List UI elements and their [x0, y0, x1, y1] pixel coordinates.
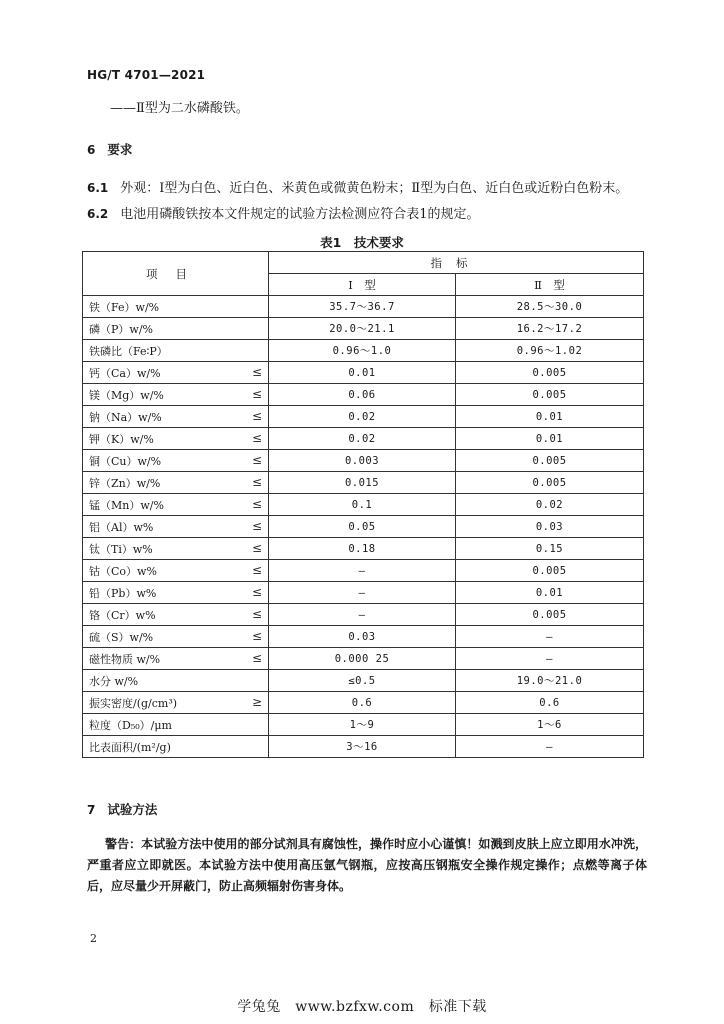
limit-symbol: ≤ [251, 650, 262, 665]
limit-symbol: ≤ [251, 584, 262, 599]
row-item-name [83, 736, 269, 758]
item-label: 铝（Al）w% [89, 520, 154, 534]
table-row [83, 318, 644, 340]
table-row [83, 604, 644, 626]
limit-symbol: ≤ [251, 518, 262, 533]
item-label: 钾（K）w/% [89, 432, 154, 446]
type-2-value: 16.2～17.2 [456, 318, 644, 340]
type-2-value: 0.005 [456, 472, 644, 494]
limit-symbol: ≥ [251, 694, 262, 709]
limit-symbol: ≤ [251, 364, 262, 379]
table-row [83, 406, 644, 428]
item-label: 铁（Fe）w/% [89, 300, 160, 314]
section-6-number: 6 [87, 143, 96, 157]
type-2-value: — [456, 736, 644, 758]
row-item-name [83, 428, 269, 450]
row-item-name [83, 516, 269, 538]
row-item-name [83, 714, 269, 736]
type-1-value: 3～16 [269, 736, 456, 758]
section-6-title: 要求 [107, 142, 133, 157]
type-1-value: 0.96～1.0 [269, 340, 456, 362]
item-label: 铜（Cu）w/% [89, 454, 162, 468]
item-label: 钠（Na）w/% [89, 410, 162, 424]
item-label: 磷（P）w/% [89, 322, 153, 336]
limit-symbol: ≤ [251, 496, 262, 511]
limit-symbol: ≤ [251, 606, 262, 621]
item-label: 水分 w/% [89, 674, 139, 688]
type-2-value: 0.02 [456, 494, 644, 516]
item-label: 振实密度/(g/cm³) [89, 696, 178, 710]
row-item-name [83, 340, 269, 362]
item-label: 钴（Co）w% [89, 564, 157, 578]
row-item-name [83, 648, 269, 670]
type-2-value: 0.005 [456, 604, 644, 626]
item-label: 硫（S）w/% [89, 630, 154, 644]
type-2-value: — [456, 626, 644, 648]
table-row [83, 648, 644, 670]
type-1-value: 0.1 [269, 494, 456, 516]
table-row [83, 736, 644, 758]
table-row [83, 494, 644, 516]
type-1-value: 35.7～36.7 [269, 296, 456, 318]
row-item-name [83, 318, 269, 340]
table-row [83, 428, 644, 450]
safety-warning-text: 警告：本试验方法中使用的部分试剂具有腐蚀性，操作时应小心谨慎！如溅到皮肤上应立即用水冲洗，严重者应立即就医。本试验方法中使用高压氩气钢瓶，应按高压钢瓶安全操作规定操作；点燃等离子体后，应尽量少开屏蔽门，防止高频辐射伤害身体。 [87, 837, 647, 893]
type-1-value: 0.01 [269, 362, 456, 384]
table-row [83, 692, 644, 714]
type-1-value: — [269, 604, 456, 626]
item-label: 锌（Zn）w/% [89, 476, 161, 490]
table-body [83, 296, 644, 758]
row-item-name [83, 692, 269, 714]
item-label: 铬（Cr）w% [89, 608, 156, 622]
type-1-value: 1～9 [269, 714, 456, 736]
type-2-value: 0.01 [456, 406, 644, 428]
table-caption: 表1 技术要求 [320, 235, 404, 250]
limit-symbol: ≤ [251, 408, 262, 423]
type-2-value: 0.03 [456, 516, 644, 538]
type-1-value: 0.06 [269, 384, 456, 406]
limit-symbol: ≤ [251, 452, 262, 467]
row-item-name [83, 582, 269, 604]
type-2-value: 1～6 [456, 714, 644, 736]
type-2-value: 0.96～1.02 [456, 340, 644, 362]
table-row [83, 626, 644, 648]
table-row [83, 714, 644, 736]
limit-symbol: ≤ [251, 562, 262, 577]
type-1-value: 0.6 [269, 692, 456, 714]
table-row [83, 516, 644, 538]
limit-symbol: ≤ [251, 386, 262, 401]
section-7-title: 试验方法 [107, 802, 158, 817]
item-label: 比表面积/(m²/g) [89, 740, 171, 754]
clause-6-2 [87, 206, 480, 223]
limit-symbol: ≤ [251, 628, 262, 643]
row-item-name [83, 296, 269, 318]
page-number: 2 [90, 932, 97, 945]
type-2-value: — [456, 648, 644, 670]
table-row [83, 582, 644, 604]
row-item-name [83, 450, 269, 472]
table-row [83, 560, 644, 582]
section-6-heading [87, 140, 132, 158]
header-type-2: Ⅱ 型 [456, 274, 644, 296]
row-item-name [83, 538, 269, 560]
type-1-value: 0.000 25 [269, 648, 456, 670]
table-row [83, 384, 644, 406]
section-7-number: 7 [87, 803, 96, 817]
item-label: 镁（Mg）w/% [89, 388, 164, 402]
type-1-value: — [269, 560, 456, 582]
row-item-name [83, 406, 269, 428]
item-label: 磁性物质 w/% [89, 652, 161, 666]
row-item-name [83, 384, 269, 406]
table-row [83, 472, 644, 494]
table-row [83, 670, 644, 692]
type-2-value: 0.01 [456, 428, 644, 450]
type-1-value: — [269, 582, 456, 604]
limit-symbol: ≤ [251, 474, 262, 489]
type-2-value: 19.0～21.0 [456, 670, 644, 692]
row-item-name [83, 362, 269, 384]
item-label: 钙（Ca）w/% [89, 366, 161, 380]
clause-6-1 [87, 180, 628, 197]
table-row [83, 340, 644, 362]
table-row [83, 450, 644, 472]
type-2-value: 28.5～30.0 [456, 296, 644, 318]
type-1-value: 0.18 [269, 538, 456, 560]
row-item-name [83, 604, 269, 626]
item-label: 铅（Pb）w% [89, 586, 157, 600]
item-label: 铁磷比（Fe∶P） [89, 344, 168, 358]
item-label: 锰（Mn）w/% [89, 498, 164, 512]
type-2-value: 0.15 [456, 538, 644, 560]
type-1-value: 0.02 [269, 428, 456, 450]
footer-watermark: 学兔兔 www.bzfxw.com 标准下载 [237, 999, 487, 1015]
row-item-name [83, 670, 269, 692]
item-label: 粒度（D₅₀）/μm [89, 718, 172, 732]
header-indicator: 指标 [269, 252, 644, 274]
type-2-value: 0.005 [456, 362, 644, 384]
item-label: 钛（Ti）w% [89, 542, 153, 556]
limit-symbol: ≤ [251, 430, 262, 445]
type-1-value: 20.0～21.1 [269, 318, 456, 340]
type-1-value: 0.003 [269, 450, 456, 472]
row-item-name [83, 560, 269, 582]
clause-6-1-text: 外观：Ⅰ型为白色、近白色、米黄色或微黄色粉末；Ⅱ型为白色、近白色或近粉白色粉末。 [120, 181, 629, 196]
header-item: 项目 [83, 252, 269, 296]
type-2-value: 0.005 [456, 450, 644, 472]
type-2-value: 0.005 [456, 560, 644, 582]
type-1-value: 0.03 [269, 626, 456, 648]
type-1-value: 0.05 [269, 516, 456, 538]
intro-line: ——Ⅱ型为二水磷酸铁。 [110, 101, 249, 116]
table-row [83, 362, 644, 384]
type-2-value: 0.005 [456, 384, 644, 406]
type-1-value: 0.015 [269, 472, 456, 494]
type-1-value: 0.02 [269, 406, 456, 428]
table-row [83, 538, 644, 560]
type-1-value: ≤0.5 [269, 670, 456, 692]
row-item-name [83, 472, 269, 494]
limit-symbol: ≤ [251, 540, 262, 555]
safety-warning [87, 834, 647, 897]
clause-6-1-number: 6.1 [87, 181, 109, 195]
clause-6-2-text: 电池用磷酸铁按本文件规定的试验方法检测应符合表1的规定。 [120, 207, 480, 222]
type-2-value: 0.01 [456, 582, 644, 604]
standard-code: HG/T 4701—2021 [87, 68, 206, 82]
row-item-name [83, 626, 269, 648]
table-row [83, 296, 644, 318]
clause-6-2-number: 6.2 [87, 207, 109, 221]
header-type-1: Ⅰ 型 [269, 274, 456, 296]
row-item-name [83, 494, 269, 516]
section-7-heading [87, 800, 157, 818]
technical-requirements-table [82, 251, 644, 758]
type-2-value: 0.6 [456, 692, 644, 714]
